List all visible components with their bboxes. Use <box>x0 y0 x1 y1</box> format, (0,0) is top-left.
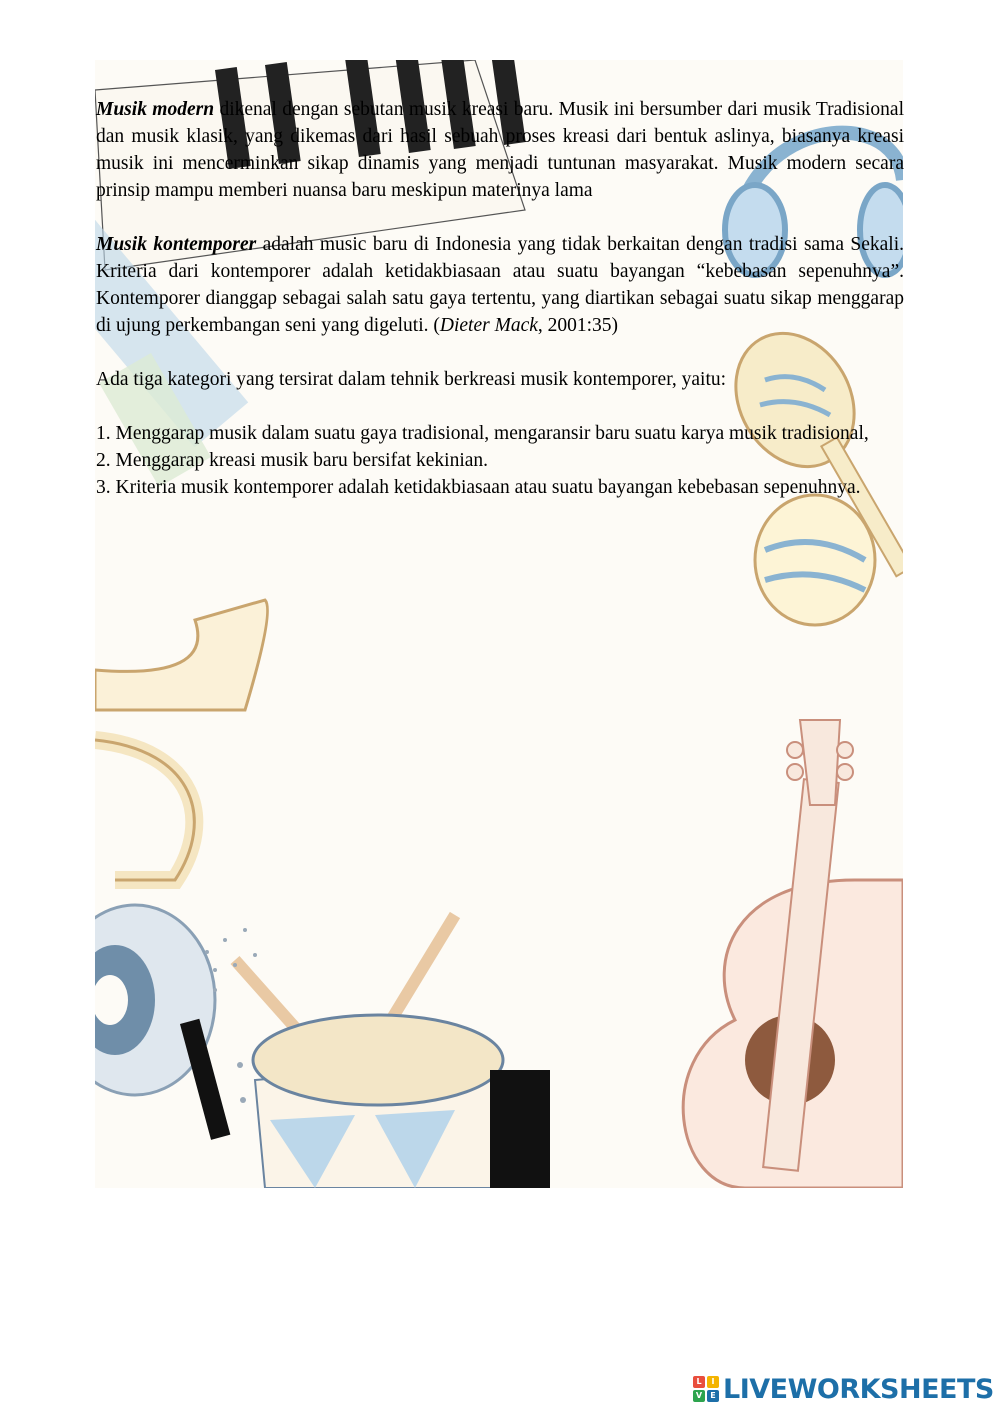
logo-letter: E <box>707 1390 719 1402</box>
paragraph-kontemporer-body: adalah music baru di Indonesia yang tidak berkaitan dengan tradisi sama Sekali. Kriteria dari kontemporer adalah ketidakbiasaan atau suatu bayangan “kebebasan sepenuhnya”. Kontemporer dianggap sebagai salah satu gaya tertentu, yang diartikan sebagai suatu sikap menggarap di ujung perkembangan seni yang digeluti. ( <box>96 234 904 336</box>
drum-icon <box>235 915 550 1188</box>
list-intro: Ada tiga kategori yang tersirat dalam tehnik berkreasi musik kontemporer, yaitu: <box>96 369 727 390</box>
disc-icon <box>95 905 230 1140</box>
logo-letter: I <box>707 1376 719 1388</box>
logo-grid-icon <box>693 1376 719 1402</box>
trumpet-icon <box>95 600 268 880</box>
logo-letter: V <box>693 1390 705 1402</box>
citation-year: , 2001:35) <box>537 315 619 336</box>
list-item: 1. Menggarap musik dalam suatu gaya tradisional, mengaransir baru suatu karya musik tradisional, <box>96 423 869 444</box>
term-musik-modern: Musik modern <box>96 99 215 120</box>
term-musik-kontemporer: Musik kontemporer <box>96 234 257 255</box>
citation-author: Dieter Mack <box>439 315 538 336</box>
logo-letter: L <box>693 1376 705 1388</box>
paragraph-kontemporer <box>96 231 904 339</box>
brand-name: LIVEWORKSHEETS <box>723 1373 994 1405</box>
guitar-icon <box>683 720 903 1188</box>
list-item: 2. Menggarap kreasi musik baru bersifat kekinian. <box>96 450 489 471</box>
list-item: 3. Kriteria musik kontemporer adalah ketidakbiasaan atau suatu bayangan kebebasan sepenuhnya. <box>96 477 861 498</box>
paragraph-modern <box>96 96 904 204</box>
liveworksheets-logo[interactable] <box>693 1374 994 1404</box>
article-text <box>96 96 904 501</box>
paragraph-modern-body: dikenal dengan sebutan musik kreasi baru. Musik ini bersumber dari musik Tradisional dan musik klasik, yang dikemas dari hasil sebuah proses kreasi dari bentuk aslinya, biasanya kreasi musik ini mencerminkan sikap dinamis yang menjadi tuntunan masyarakat. Musik modern secara prinsip mampu memberi nuansa baru meskipun materinya lama <box>96 99 905 201</box>
